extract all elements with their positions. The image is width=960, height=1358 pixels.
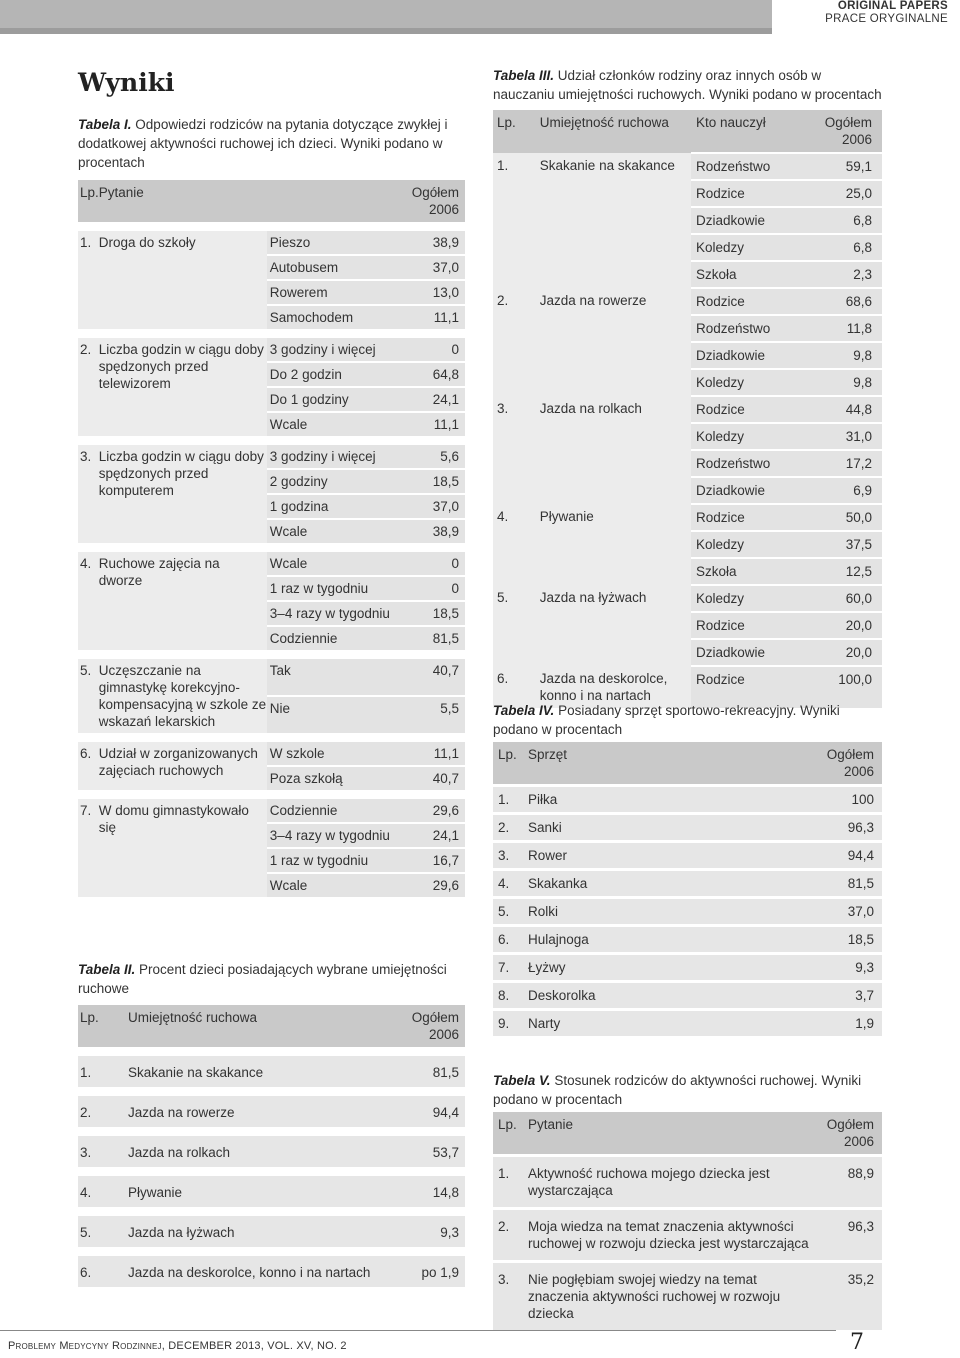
table3-skill: Jazda na deskorolce, konno i na nartach [516,666,691,708]
table2-value: 9,3 [395,1212,465,1252]
table4-caption [493,701,885,739]
table1-value: 0 [405,576,465,601]
table1-value: 38,9 [405,227,465,256]
table-row [493,1156,882,1209]
table3-who: Koledzy [691,585,810,612]
table3-value: 6,8 [810,234,882,261]
header-label-original-papers: ORIGINAL PAPERS [837,0,948,12]
table-row [493,1209,882,1262]
table1-value: 5,6 [405,441,465,470]
table4-value: 9,3 [808,954,882,982]
table5-question: Nie pogłębiam swojej wiedzy na temat znaczenia aktywności ruchowej w rozwoju dziecka [528,1262,812,1331]
table3-who: Koledzy [691,234,810,261]
table3-value: 11,8 [810,315,882,342]
table1-value: 11,1 [405,738,465,767]
table3-lp: 3. [493,396,516,504]
header-label-prace-oryginalne: PRACE ORYGINALNE [825,13,948,25]
table5-lp: 1. [493,1156,528,1209]
table1-question: W domu gimnastykowało się [99,795,267,898]
table1-answer: Tak [267,655,405,697]
table-row [493,898,882,926]
table1-caption-text: Odpowiedzi rodziców na pytania dotyczące zwykłej i dodatkowej aktywności ruchowej ich dzieci. Wyniki podano w procentach [78,117,448,170]
table-row [78,441,465,470]
table1-value: 40,7 [405,655,465,697]
table2-header-row [78,1005,465,1052]
table-row [493,585,882,612]
table1-value: 18,5 [405,601,465,626]
table3 [493,110,882,708]
table3-who: Rodzice [691,504,810,531]
table2-skill: Jazda na rowerze [128,1092,395,1132]
table1-lp: 5. [78,655,99,738]
table1-answer: Do 1 godziny [267,387,405,412]
table1-value: 37,0 [405,494,465,519]
table4-item: Piłka [528,786,808,814]
table-row [78,738,465,767]
table4-lp: 4. [493,870,528,898]
table4-lp: 7. [493,954,528,982]
table3-lp: 6. [493,666,516,708]
table2-lp: 4. [78,1172,128,1212]
table3-skill: Pływanie [516,504,691,585]
table3-value: 12,5 [810,558,882,585]
table1-value: 29,6 [405,795,465,824]
table4-caption-text: Posiadany sprzęt sportowo-rekreacyjny. Wyniki podano w procentach [493,703,840,737]
table4-value: 100 [808,786,882,814]
table-row [493,814,882,842]
table1-header-lp: Lp. [78,180,99,227]
table-row [78,227,465,256]
table1-header-question: Pytanie [99,180,405,227]
table1-value: 29,6 [405,873,465,897]
table3-who: Koledzy [691,423,810,450]
table1-question: Liczba godzin w ciągu doby spędzonych przed telewizorem [99,334,267,441]
table4-lp: 6. [493,926,528,954]
table3-value: 25,0 [810,180,882,207]
table-row [78,334,465,363]
table4-value: 3,7 [808,982,882,1010]
table3-who: Rodzeństwo [691,315,810,342]
table1-value: 37,0 [405,255,465,280]
table-row [493,153,882,180]
table1-question: Liczba godzin w ciągu doby spędzonych przed komputerem [99,441,267,548]
table2-value: 14,8 [395,1172,465,1212]
table1-value: 0 [405,334,465,363]
table1-value: 5,5 [405,696,465,738]
table4-header-lp: Lp. [493,742,528,786]
table4-item: Hulajnoga [528,926,808,954]
table1-answer: Codziennie [267,626,405,655]
table5-question: Aktywność ruchowa mojego dziecka jest wystarczająca [528,1156,812,1209]
table2-header-total: Ogółem 2006 [395,1005,465,1052]
footer [8,1340,347,1352]
table1-answer: 3 godziny i więcej [267,441,405,470]
table1 [78,180,465,897]
table3-value: 60,0 [810,585,882,612]
table4-item: Narty [528,1010,808,1037]
table2-lp: 1. [78,1052,128,1092]
section-title: Wyniki [78,68,175,97]
table3-who: Dziadkowie [691,342,810,369]
table3-skill: Jazda na rolkach [516,396,691,504]
table3-header-skill: Umiejętność ruchowa [516,110,691,153]
table2-caption-text: Procent dzieci posiadających wybrane umiejętności ruchowe [78,962,447,996]
table3-who: Rodzeństwo [691,450,810,477]
table2-skill: Jazda na deskorolce, konno i na nartach [128,1252,395,1288]
table2-value: po 1,9 [395,1252,465,1288]
table5-header-total: Ogółem 2006 [812,1112,882,1156]
table1-question: Droga do szkoły [99,227,267,334]
table1-value: 16,7 [405,848,465,873]
table1-lp: 4. [78,548,99,655]
table4-value: 96,3 [808,814,882,842]
table5-value: 88,9 [812,1156,882,1209]
table4-item: Deskorolka [528,982,808,1010]
table1-answer: 1 godzina [267,494,405,519]
table3-skill: Skakanie na skakance [516,153,691,288]
table-row [493,396,882,423]
table2-value: 94,4 [395,1092,465,1132]
table1-lp: 6. [78,738,99,795]
table2-body [78,1052,465,1288]
table3-value: 59,1 [810,153,882,180]
table-row [493,926,882,954]
table3-who: Rodzice [691,180,810,207]
table3-who: Rodzeństwo [691,153,810,180]
table1-value: 11,1 [405,305,465,334]
table3-who: Szkoła [691,558,810,585]
table2-lp: 6. [78,1252,128,1288]
table4-header-item: Sprzęt [528,742,808,786]
table4-value: 37,0 [808,898,882,926]
table1-answer: Wcale [267,873,405,897]
table-row [78,1212,465,1252]
table1-answer: W szkole [267,738,405,767]
table4-lp: 8. [493,982,528,1010]
table5-header-row [493,1112,882,1156]
table5-lp: 3. [493,1262,528,1331]
table-row [493,842,882,870]
table-row [493,1010,882,1037]
table3-value: 6,9 [810,477,882,504]
table5-body [493,1156,882,1331]
table3-who: Koledzy [691,531,810,558]
table2-skill: Skakanie na skakance [128,1052,395,1092]
table3-header-total: Ogółem 2006 [810,110,882,153]
table3-value: 17,2 [810,450,882,477]
table2-lp: 3. [78,1132,128,1172]
table5-value: 96,3 [812,1209,882,1262]
table4-lp: 2. [493,814,528,842]
table1-value: 0 [405,548,465,577]
table4-lp: 9. [493,1010,528,1037]
table4-lp: 1. [493,786,528,814]
table4-value: 81,5 [808,870,882,898]
table5-header-question: Pytanie [528,1112,812,1156]
table-row [493,982,882,1010]
table4-label: Tabela IV. [493,703,555,718]
table3-label: Tabela III. [493,68,555,83]
table5-header-lp: Lp. [493,1112,528,1156]
table1-question: Udział w zorganizowanych zajęciach ruchowych [99,738,267,795]
table1-answer: Autobusem [267,255,405,280]
table1-answer: 3–4 razy w tygodniu [267,601,405,626]
table5-question: Moja wiedza na temat znaczenia aktywności ruchowej w rozwoju dziecka jest wystarczająca [528,1209,812,1262]
table2-value: 81,5 [395,1052,465,1092]
table1-answer: 2 godziny [267,469,405,494]
table1-value: 40,7 [405,766,465,795]
table3-who: Dziadkowie [691,639,810,666]
table5-caption [493,1071,885,1109]
table3-lp: 5. [493,585,516,666]
table-row [78,1092,465,1132]
table-row [78,795,465,824]
table1-answer: 1 raz w tygodniu [267,848,405,873]
table3-who: Dziadkowie [691,477,810,504]
table3-caption-text: Udział członków rodziny oraz innych osób w nauczaniu umiejętności ruchowych. Wyniki podano w procentach [493,68,882,102]
table3-value: 9,8 [810,369,882,396]
table3-who: Rodzice [691,396,810,423]
table2-lp: 5. [78,1212,128,1252]
table-row [493,954,882,982]
table3-value: 20,0 [810,639,882,666]
table1-answer: Wcale [267,548,405,577]
table1-lp: 3. [78,441,99,548]
table3-value: 31,0 [810,423,882,450]
table1-answer: 3–4 razy w tygodniu [267,823,405,848]
table1-value: 13,0 [405,280,465,305]
table-row [493,786,882,814]
table3-who: Rodzice [691,288,810,315]
table3-value: 68,6 [810,288,882,315]
table1-answer: Rowerem [267,280,405,305]
header-bar [0,0,960,36]
table2 [78,1005,465,1287]
table1-answer: Poza szkołą [267,766,405,795]
table4-header-total: Ogółem 2006 [808,742,882,786]
table-row [493,504,882,531]
table4-header-row [493,742,882,786]
page-number: 7 [850,1330,864,1355]
table3-who: Koledzy [691,369,810,396]
table1-value: 38,9 [405,519,465,548]
table3-value: 44,8 [810,396,882,423]
table4-value: 18,5 [808,926,882,954]
table3-header-lp: Lp. [493,110,516,153]
table1-lp: 7. [78,795,99,898]
table3-caption [493,66,885,104]
table1-answer: Pieszo [267,227,405,256]
table-row [78,1172,465,1212]
table-row [493,1262,882,1331]
table3-lp: 1. [493,153,516,288]
table1-header-row [78,180,465,227]
table1-label: Tabela I. [78,117,132,132]
footer-rule [0,1330,836,1331]
table3-value: 37,5 [810,531,882,558]
table2-skill: Jazda na rolkach [128,1132,395,1172]
table1-answer: Wcale [267,519,405,548]
table1-value: 24,1 [405,823,465,848]
table1-header-total: Ogółem 2006 [405,180,465,227]
header-decoration-light [0,0,772,28]
table2-header-lp: Lp. [78,1005,128,1052]
table3-value: 20,0 [810,612,882,639]
table3-header-row [493,110,882,153]
table1-answer: Do 2 godzin [267,362,405,387]
table1-value: 24,1 [405,387,465,412]
table4 [493,742,882,1036]
table-row [78,1132,465,1172]
table3-body [493,153,882,708]
table1-answer: Samochodem [267,305,405,334]
table3-who: Dziadkowie [691,207,810,234]
table1-value: 64,8 [405,362,465,387]
table5-caption-text: Stosunek rodziców do aktywności ruchowej. Wyniki podano w procentach [493,1073,862,1107]
table1-value: 11,1 [405,412,465,441]
table4-item: Skakanka [528,870,808,898]
table5 [493,1112,882,1330]
table-row [78,548,465,577]
footer-journal: Problemy Medycyny Rodzinnej [8,1340,162,1352]
table5-value: 35,2 [812,1262,882,1331]
table1-value: 81,5 [405,626,465,655]
table3-skill: Jazda na rowerze [516,288,691,396]
table2-skill: Pływanie [128,1172,395,1212]
table1-question: Ruchowe zajęcia na dworze [99,548,267,655]
table4-lp: 5. [493,898,528,926]
table2-caption [78,960,468,998]
table3-value: 2,3 [810,261,882,288]
table1-answer: 1 raz w tygodniu [267,576,405,601]
table2-label: Tabela II. [78,962,136,977]
table3-skill: Jazda na łyżwach [516,585,691,666]
table3-who: Szkoła [691,261,810,288]
table1-caption [78,115,468,172]
table3-lp: 4. [493,504,516,585]
table1-body [78,227,465,898]
table3-value: 6,8 [810,207,882,234]
table5-lp: 2. [493,1209,528,1262]
table3-who: Rodzice [691,612,810,639]
table-row [78,655,465,697]
table4-item: Rower [528,842,808,870]
table2-lp: 2. [78,1092,128,1132]
table2-skill: Jazda na łyżwach [128,1212,395,1252]
table3-lp: 2. [493,288,516,396]
table3-header-who: Kto nauczył [691,110,810,153]
table1-value: 18,5 [405,469,465,494]
table1-lp: 1. [78,227,99,334]
table-row [493,288,882,315]
table2-value: 53,7 [395,1132,465,1172]
table4-item: Sanki [528,814,808,842]
table1-lp: 2. [78,334,99,441]
table4-item: Rolki [528,898,808,926]
table1-answer: Nie [267,696,405,738]
table3-value: 9,8 [810,342,882,369]
table4-item: Łyżwy [528,954,808,982]
table-row [78,1052,465,1092]
table-row [493,870,882,898]
table3-value: 50,0 [810,504,882,531]
table4-value: 94,4 [808,842,882,870]
table4-body [493,786,882,1037]
table2-header-skill: Umiejętność ruchowa [128,1005,395,1052]
table4-lp: 3. [493,842,528,870]
table3-value: 100,0 [810,666,882,708]
table1-answer: Wcale [267,412,405,441]
table1-answer: Codziennie [267,795,405,824]
table5-label: Tabela V. [493,1073,551,1088]
footer-issue: , DECEMBER 2013, VOL. XV, NO. 2 [161,1340,347,1352]
table3-who: Rodzice [691,666,810,708]
table1-answer: 3 godziny i więcej [267,334,405,363]
table-row [78,1252,465,1288]
table1-question: Uczęszczanie na gimnastykę korekcyjno-kompensacyjną w szkole ze wskazań lekarskich [99,655,267,738]
table4-value: 1,9 [808,1010,882,1037]
